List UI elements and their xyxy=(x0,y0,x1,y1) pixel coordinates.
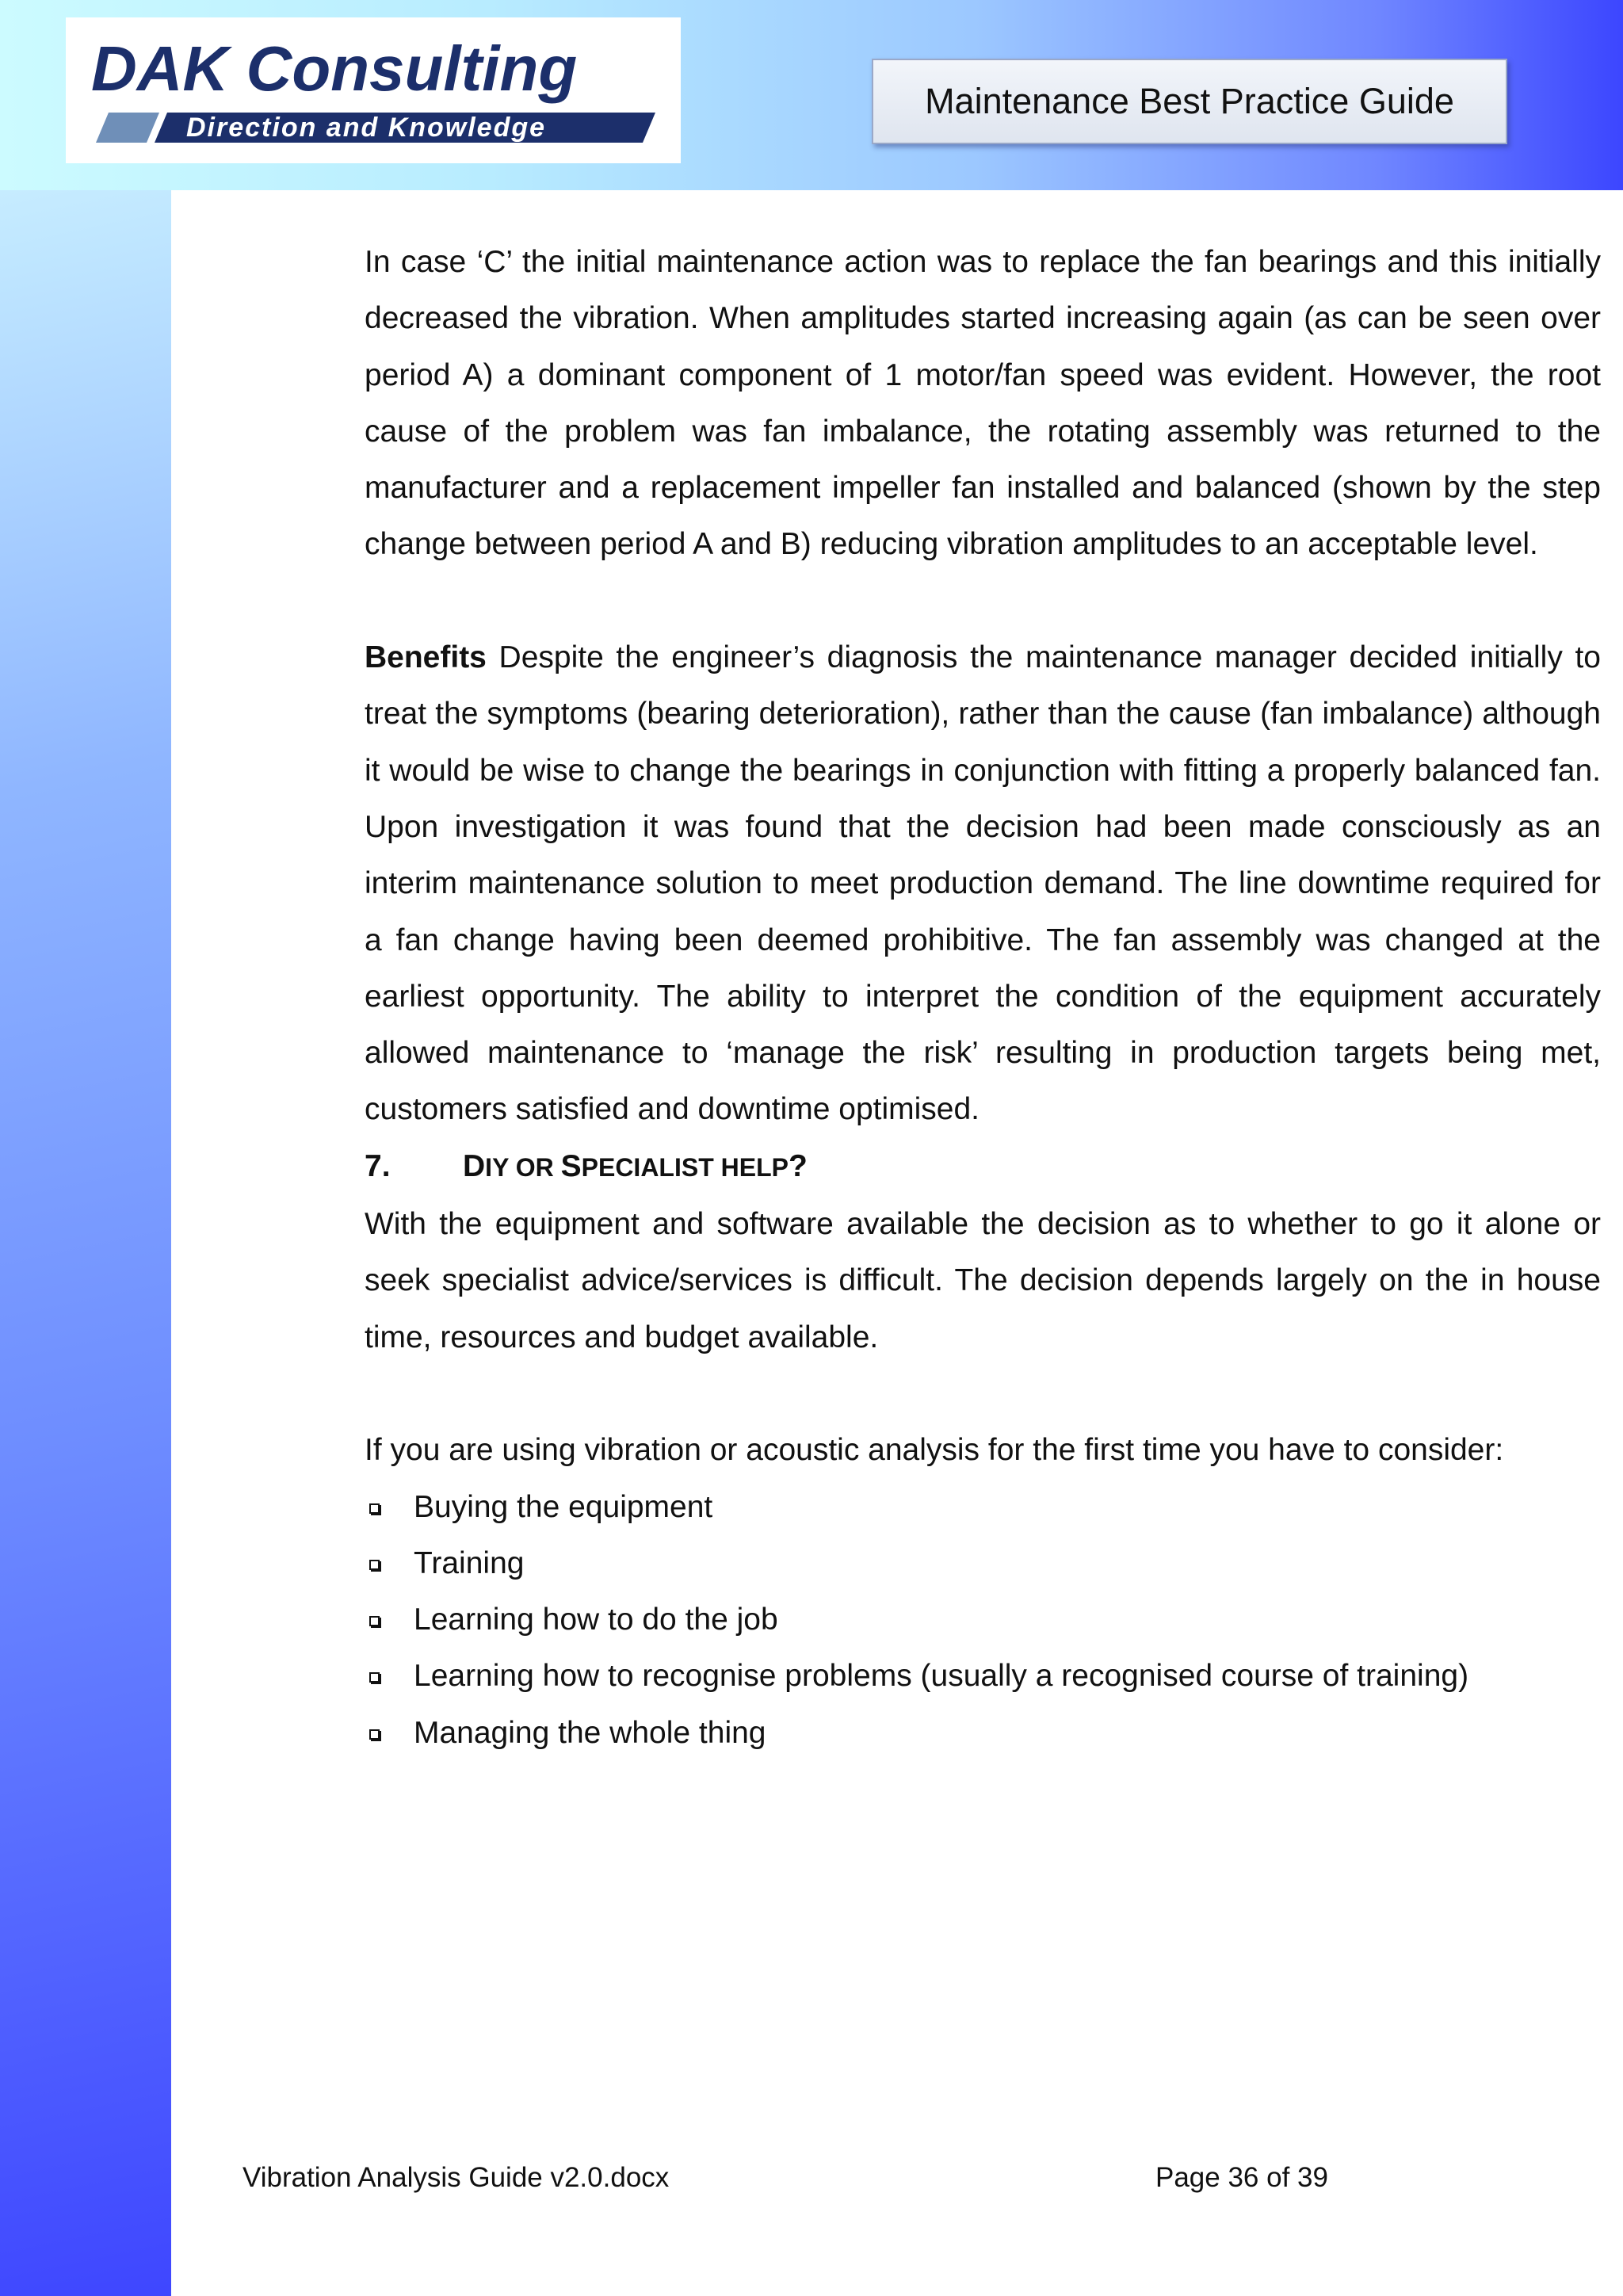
checkbox-bullet-icon xyxy=(369,1560,380,1570)
guide-title-box xyxy=(872,59,1507,144)
list-item-text: Learning how to recognise problems (usually a recognised course of training) xyxy=(414,1659,1469,1694)
footer-page-number: Page 36 of 39 xyxy=(1155,2162,1328,2193)
section-title-part: IY OR xyxy=(485,1152,561,1182)
list-item-text: Learning how to do the job xyxy=(414,1603,778,1637)
paragraph-gap xyxy=(365,1366,1601,1422)
benefits-text: Despite the engineer’s diagnosis the maintenance manager decided initially to treat the symptoms (bearing deterioration), rather than the cause (fan imbalance) although it would be wise to change the bearings in conjunction with fitting a properly balanced fan. Upon investigation it was found that the decision had been made consciously as an interim maintenance solution to meet production demand. The line downtime required for a fan change having been deemed prohibitive. The fan assembly was changed at the earliest opportunity. The ability to interpret the condition of the equipment accurately allowed maintenance to ‘manage the risk’ resulting in production targets being met, customers satisfied and downtime optimised. xyxy=(365,640,1601,1127)
paragraph-consider: If you are using vibration or acoustic analysis for the first time you have to consider: xyxy=(365,1433,1504,1468)
document-body xyxy=(365,234,1601,1761)
benefits-label: Benefits xyxy=(365,640,487,675)
section-title-part: ? xyxy=(788,1148,808,1183)
company-logo xyxy=(66,17,681,163)
section-number: 7. xyxy=(365,1148,391,1183)
list-item xyxy=(365,1648,1601,1704)
list-item xyxy=(365,1591,1601,1648)
list-item-text: Buying the equipment xyxy=(414,1489,713,1524)
paragraph-gap xyxy=(365,573,1601,629)
guide-title: Maintenance Best Practice Guide xyxy=(925,81,1454,121)
list-item-text: Managing the whole thing xyxy=(414,1715,766,1750)
checkbox-bullet-icon xyxy=(369,1729,380,1740)
section-title-part: S xyxy=(560,1148,582,1183)
logo-tagline: Direction and Knowledge xyxy=(186,113,547,143)
content-panel xyxy=(171,190,1623,2296)
paragraph-benefits xyxy=(365,629,1601,1138)
section-heading xyxy=(365,1138,1601,1196)
section-title-part: PECIALIST HELP xyxy=(581,1152,789,1182)
list-item-text: Training xyxy=(414,1545,525,1580)
consider-list xyxy=(365,1479,1601,1761)
paragraph-case-c: In case ‘C’ the initial maintenance action was to replace the fan bearings and this initially decreased the vibration. When amplitudes started increasing again (as can be seen over period A) a dominant component of 1 motor/fan speed was evident. However, the root cause of the problem was fan imbalance, the rotating assembly was returned to the manufacturer and a replacement impeller fan installed and balanced (shown by the step change between period A and B) reducing vibration amplitudes to an acceptable level. xyxy=(365,245,1601,562)
checkbox-bullet-icon xyxy=(369,1503,380,1514)
logo-accent-shape xyxy=(96,113,159,143)
logo-graphic xyxy=(66,17,681,163)
section-title-part: D xyxy=(463,1148,486,1183)
checkbox-bullet-icon xyxy=(369,1616,380,1626)
list-item xyxy=(365,1535,1601,1591)
paragraph-diy: With the equipment and software available the decision as to whether to go it alone or seek specialist advice/services is difficult. The decision depends largely on the in house time, resources and budget available. xyxy=(365,1207,1601,1354)
logo-brand: DAK Consulting xyxy=(91,33,578,104)
list-item xyxy=(365,1705,1601,1761)
footer-filename: Vibration Analysis Guide v2.0.docx xyxy=(242,2162,670,2193)
checkbox-bullet-icon xyxy=(369,1672,380,1683)
list-item xyxy=(365,1479,1601,1535)
